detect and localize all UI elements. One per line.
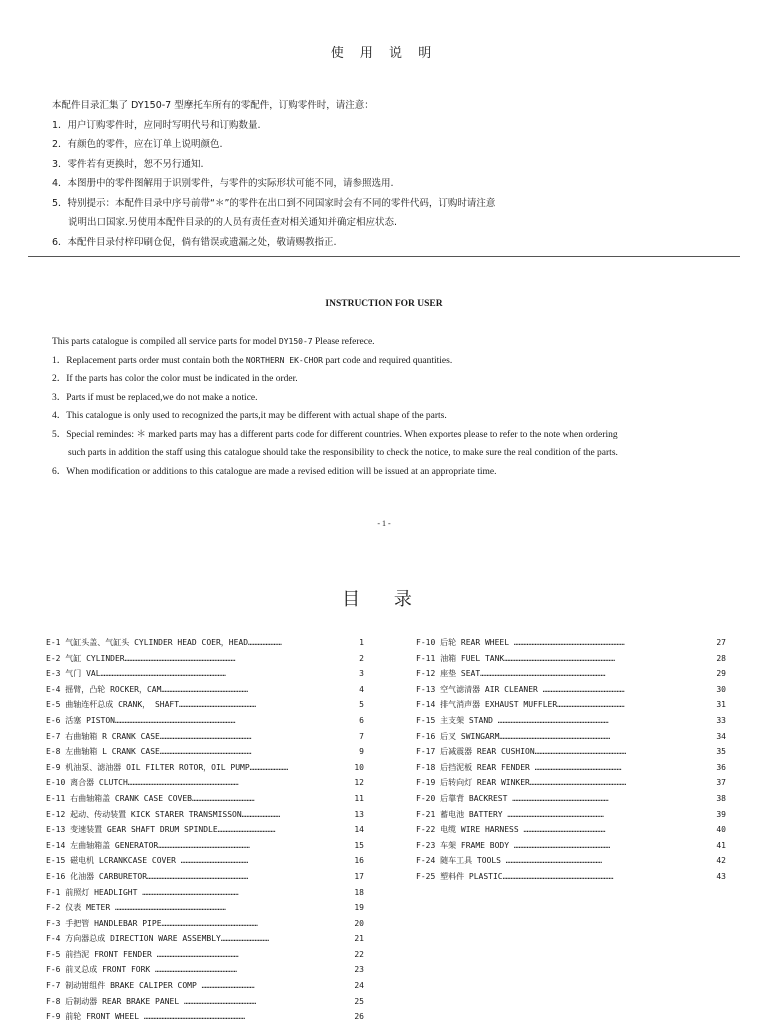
toc-page-number: 24 <box>354 981 364 991</box>
section-divider <box>28 256 740 257</box>
toc-page-number: 22 <box>354 949 364 959</box>
toc-page-number: 33 <box>716 715 726 725</box>
toc-row <box>416 853 726 869</box>
toc-page-number: 42 <box>716 856 726 866</box>
chinese-item-5-continued: 说明出口国家.另使用本配件目录的的人员有责任查对相关通知并确定相应状态. <box>68 217 398 228</box>
chinese-title: 使 用 说 明 <box>330 46 438 61</box>
english-item-5: 5．Special remindes: ＊ marked parts may has a different parts code for different countries. When exportes please to refer to the note when ordering <box>52 429 618 440</box>
toc-entry: F-7 制动钳组件 BRAKE CALIPER COMP …………………………… <box>46 981 255 991</box>
english-item-6: 6．When modification or additions to this catalogue are made a revised edition will be issued at an appropriate time. <box>52 466 497 477</box>
toc-row <box>46 651 364 667</box>
toc-entry: F-22 电缆 WIRE HARNESS …………………………………………… <box>416 825 606 835</box>
toc-row <box>46 666 364 682</box>
toc-row <box>46 1009 364 1025</box>
toc-entry: E-12 起动、传动装置 KICK STARER TRANSMISSON…………………… <box>46 809 281 819</box>
english-item-1 <box>52 352 752 371</box>
toc-page-number: 5 <box>359 700 364 710</box>
toc-entry: F-17 后减震器 REAR CUSHION………………………………………………… <box>416 747 627 757</box>
toc-row <box>46 978 364 994</box>
toc-entry: F-1 前照灯 HEADLIGHT …………………………………………………… <box>46 887 239 897</box>
toc-page-number: 21 <box>354 934 364 944</box>
chinese-instructions <box>52 96 742 252</box>
toc-page-number: 18 <box>354 887 364 897</box>
toc-page-number: 4 <box>359 684 364 694</box>
brand-name: NORTHERN EK-CHOR <box>245 355 323 365</box>
toc-row <box>46 853 364 869</box>
chinese-item-3: 3．零件若有更换时，恕不另行通知. <box>52 158 204 170</box>
toc-entry: F-24 随车工具 TOOLS …………………………………………………… <box>416 856 603 866</box>
toc-row <box>416 775 726 791</box>
toc-page-number: 3 <box>359 669 364 679</box>
toc-row <box>416 729 726 745</box>
toc-page-number: 30 <box>716 684 726 694</box>
toc-row <box>46 682 364 698</box>
toc-entry: E-3 气门 VAL…………………………………………………………………… <box>46 669 226 679</box>
toc-page-number: 37 <box>716 778 726 788</box>
chinese-intro: 本配件目录汇集了 DY150-7 型摩托车所有的零配件，订购零件时，请注意： <box>52 100 374 111</box>
toc-row <box>46 994 364 1010</box>
toc-row <box>416 744 726 760</box>
toc-entry: E-16 化油器 CARBURETOR……………………………………………………… <box>46 871 249 881</box>
toc-row <box>46 713 364 729</box>
toc-entry: E-1 气缸头盖、气缸头 CYLINDER HEAD COER，HEAD………………… <box>46 638 282 647</box>
toc-row <box>46 947 364 963</box>
toc-entry: F-9 前轮 FRONT WHEEL ……………………………………………………… <box>46 1012 246 1022</box>
toc-entry: F-16 后叉 SWINGARM…………………………………………………………… <box>416 731 611 741</box>
english-item-5-continued: such parts in addition the staff using this catalogue should take the responsibility to check the notice, to make sure the real condition of the parts. <box>68 448 618 458</box>
toc-entry: F-6 前叉总成 FRONT FORK …………………………………………… <box>46 965 237 975</box>
english-intro-text: This parts catalogue is compiled all service parts for model <box>52 337 279 347</box>
toc-entry: F-15 主支架 STAND …………………………………………………………… <box>416 715 609 725</box>
toc-page-number: 2 <box>359 653 364 663</box>
toc-page-number: 23 <box>354 965 364 975</box>
toc-page-number: 29 <box>716 669 726 679</box>
toc-page-number: 39 <box>716 809 726 819</box>
toc-row <box>416 697 726 713</box>
toc-page-number: 7 <box>359 731 364 741</box>
english-item-2: 2．If the parts has color the color must be indicated in the order. <box>52 374 298 384</box>
toc-page-number: 13 <box>354 809 364 819</box>
toc-page-number: 20 <box>354 918 364 928</box>
toc-title: 目 录 <box>342 589 426 610</box>
toc-entry: E-10 离合器 CLUTCH…………………………………………………………… <box>46 778 239 788</box>
toc-entry: F-12 座垫 SEAT…………………………………………………………………… <box>416 669 606 679</box>
toc-row <box>46 744 364 760</box>
toc-entry: F-11 油箱 FUEL TANK…………………………………………………………… <box>416 653 616 663</box>
page-number: - 1 - <box>377 519 391 528</box>
english-item-4: 4．This catalogue is only used to recognized the parts,it may be different with actual shape of the parts. <box>52 411 447 421</box>
toc-row <box>416 869 726 885</box>
english-item-1-text: 1．Replacement parts order must contain both the <box>52 355 246 366</box>
chinese-item-2: 2．有颜色的零件，应在订单上说明颜色. <box>52 139 223 150</box>
english-intro-tail: Please referece. <box>312 337 375 347</box>
toc-row <box>416 666 726 682</box>
toc-page-number: 17 <box>354 871 364 881</box>
toc-page-number: 26 <box>354 1012 364 1022</box>
chinese-item-5: 5．特别提示：本配件目录中序号前带“＊”的零件在出口到不同国家时会有不同的零件代码，订购时请注意 <box>52 197 496 209</box>
toc-row <box>416 760 726 776</box>
toc-row <box>46 822 364 838</box>
toc-page-number: 34 <box>716 731 726 741</box>
toc-entry: E-15 磁电机 LCRANKCASE COVER …………………………………… <box>46 856 249 866</box>
toc-entry: F-3 手把管 HANDLEBAR PIPE…………………………………………………… <box>46 918 258 928</box>
toc-row <box>46 869 364 885</box>
toc-entry: E-9 机油泵、滤油器 OIL FILTER ROTOR，OIL PUMP…………………… <box>46 762 289 772</box>
toc-entry: E-6 活塞 PISTON………………………………………………………………… <box>46 715 236 725</box>
toc-entry: F-4 方向器总成 DIRECTION WARE ASSEMBLY………………………… <box>46 934 270 944</box>
toc-row <box>416 791 726 807</box>
toc-row <box>46 931 364 947</box>
toc-row <box>46 775 364 791</box>
toc-row <box>416 713 726 729</box>
toc-entry: E-13 变速装置 GEAR SHAFT DRUM SPINDLE……………………………… <box>46 825 276 835</box>
toc-entry: F-19 后转向灯 REAR WINKER…………………………………………………… <box>416 778 627 788</box>
chinese-item-1: 1．用户订购零件时，应同时写明代号和订购数量. <box>52 119 261 131</box>
toc-row <box>46 838 364 854</box>
toc-row <box>46 791 364 807</box>
toc-entry: F-13 空气滤清器 AIR CLEANER …………………………………………… <box>416 684 625 694</box>
toc-page-number: 28 <box>716 653 726 663</box>
toc-row <box>46 729 364 745</box>
toc-row <box>46 962 364 978</box>
toc-entry: F-18 后挡泥板 REAR FENDER ……………………………………………… <box>416 762 622 772</box>
toc-row <box>46 900 364 916</box>
toc-page-number: 12 <box>354 778 364 788</box>
toc-page-number: 40 <box>716 825 726 835</box>
toc-page-number: 38 <box>716 793 726 803</box>
toc-page-number: 16 <box>354 856 364 866</box>
toc-row <box>46 885 364 901</box>
toc-page-number: 35 <box>716 747 726 757</box>
toc-entry: E-11 右曲轴箱盖 CRANK CASE COVEB………………………………… <box>46 793 255 803</box>
toc-entry: F-2 仪表 METER …………………………………………………………… <box>46 903 226 913</box>
toc-entry: F-14 排气消声器 EXHAUST MUFFLER…………………………………… <box>416 700 625 710</box>
toc-row <box>46 807 364 823</box>
toc-row <box>46 760 364 776</box>
toc-page-number: 36 <box>716 762 726 772</box>
english-instructions <box>52 333 752 481</box>
chinese-item-4: 4．本图册中的零件图解用于识别零件，与零件的实际形状可能不同，请参照选用. <box>52 178 394 189</box>
toc-page-number: 27 <box>716 638 726 647</box>
toc-page-number: 19 <box>354 903 364 913</box>
toc-entry: F-20 后靠背 BACKREST …………………………………………………… <box>416 793 609 803</box>
toc-entry: F-21 蓄电池 BATTERY …………………………………………………… <box>416 809 604 819</box>
toc-entry: E-14 左曲轴箱盖 GENERATOR………………………………………………… <box>46 840 250 850</box>
toc-page-number: 41 <box>716 840 726 850</box>
toc-entry: F-10 后轮 REAR WHEEL …………………………………………………………… <box>416 638 625 647</box>
english-intro <box>52 333 752 352</box>
toc-row <box>46 635 364 651</box>
toc-row <box>46 916 364 932</box>
toc-page-number: 9 <box>359 747 364 757</box>
toc-entry: F-25 塑料件 PLASTIC…………………………………………………………… <box>416 871 614 881</box>
english-item-1-tail: part code and required quantities. <box>322 355 453 366</box>
toc-page-number: 15 <box>354 840 364 850</box>
toc-row <box>416 635 726 651</box>
toc-page-number: 14 <box>354 825 364 835</box>
toc-entry: F-5 前挡泥 FRONT FENDER …………………………………………… <box>46 949 239 959</box>
toc-page-number: 31 <box>716 700 726 710</box>
toc-page-number: 10 <box>354 762 364 772</box>
toc-entry: E-8 左曲轴箱 L CRANK CASE………………………………………………… <box>46 747 252 757</box>
toc-left-column <box>46 635 364 1025</box>
toc-right-column <box>416 635 726 885</box>
toc-entry: E-2 气缸 CYLINDER…………………………………………………………… <box>46 653 236 663</box>
toc-row <box>46 697 364 713</box>
toc-entry: F-8 后制动器 REAR BRAKE PANEL ……………………………………… <box>46 996 257 1006</box>
toc-page-number: 1 <box>359 638 364 647</box>
toc-entry: E-4 摇臂，凸轮 ROCKER，CAM……………………………………………… <box>46 684 249 694</box>
toc-page-number: 43 <box>716 871 726 881</box>
toc-row <box>416 651 726 667</box>
toc-entry: E-5 曲轴连杆总成 CRANK， SHAFT………………………………………… <box>46 700 257 710</box>
toc-row <box>416 822 726 838</box>
chinese-item-6: 6．本配件目录付梓印刷仓促，倘有错误或遗漏之处，敬请赐教指正. <box>52 236 337 248</box>
toc-page-number: 11 <box>354 793 364 803</box>
english-title: INSTRUCTION FOR USER <box>325 299 443 309</box>
toc-entry: F-23 车架 FRAME BODY …………………………………………………… <box>416 840 611 850</box>
toc-page-number: 25 <box>354 996 364 1006</box>
toc-row <box>416 807 726 823</box>
toc-row <box>416 682 726 698</box>
model-code: DY150-7 <box>278 337 313 346</box>
toc-row <box>416 838 726 854</box>
toc-page-number: 6 <box>359 715 364 725</box>
toc-entry: E-7 右曲轴箱 R CRANK CASE………………………………………………… <box>46 731 252 741</box>
english-item-3: 3．Parts if must be replaced,we do not make a notice. <box>52 392 258 403</box>
